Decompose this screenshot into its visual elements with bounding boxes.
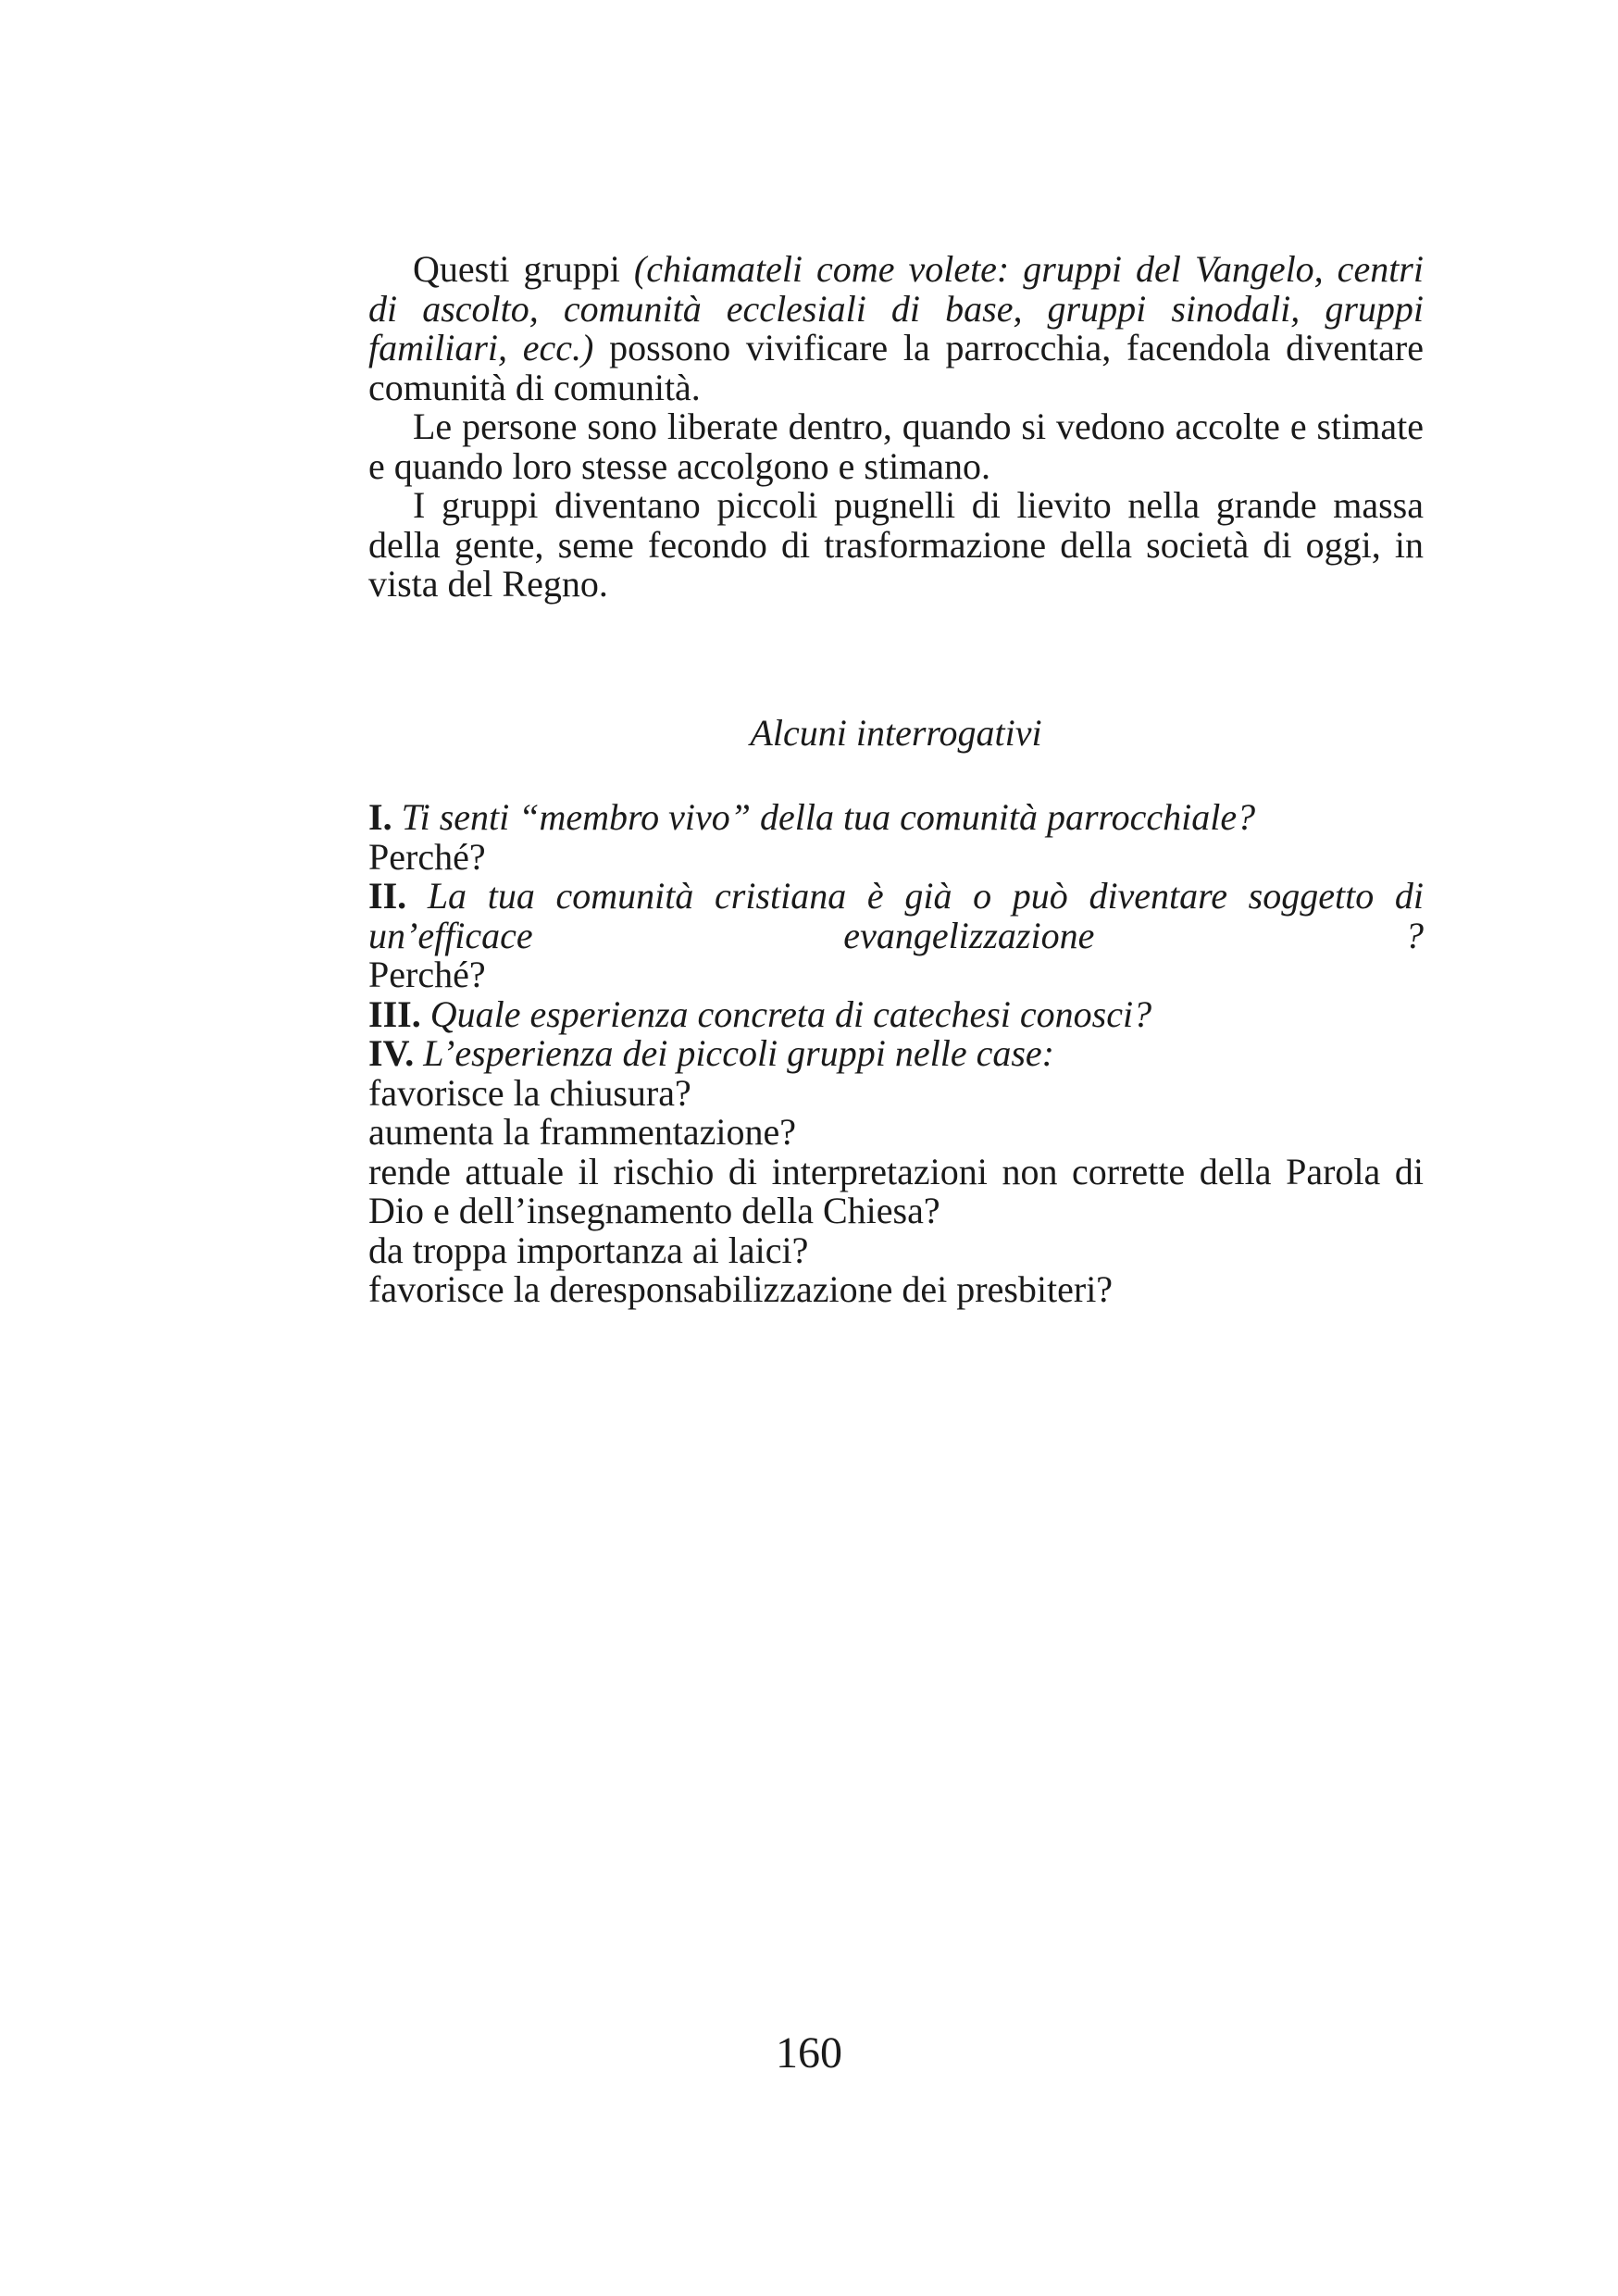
questions-list: [368, 798, 1424, 1310]
question-3-text: Quale esperienza concreta di catechesi conosci?: [429, 992, 1152, 1035]
question-4-item-4: da troppa importanza ai laici?: [368, 1229, 809, 1271]
page-number: 160: [776, 2028, 842, 2078]
paragraph-3: I gruppi diventano piccoli pugnelli di lievito nella grande massa della gente, seme fecondo di trasformazione della società di oggi, in vista del Regno.: [368, 484, 1424, 605]
question-4: [368, 1034, 1424, 1074]
paragraph-1-lead: Questi gruppi: [413, 248, 634, 290]
question-3-number: III.: [368, 992, 421, 1035]
question-4-item-3: rende attuale il rischio di interpretazioni non corrette della Parola di Dio e dell’insegnamento della Chiesa?: [368, 1150, 1424, 1231]
question-1-follow: Perché?: [368, 835, 486, 878]
section-heading: Alcuni interrogativi: [750, 712, 1042, 754]
question-2-follow: Perché?: [368, 954, 486, 995]
question-4-text: L’esperienza dei piccoli gruppi nelle case:: [423, 1032, 1054, 1074]
question-1-number: I.: [368, 796, 392, 838]
paragraph-1-rest: possono vivificare la parrocchia, facendola diventare comunità di comunità.: [368, 327, 1424, 408]
question-1-text: Ti senti “membro vivo” della tua comunità parrocchiale?: [401, 796, 1256, 838]
question-1: [368, 798, 1424, 838]
question-4-item-2: aumenta la frammentazione?: [368, 1111, 796, 1153]
question-2-number: II.: [368, 875, 407, 917]
paragraph-1-italic: (chiamateli come volete: gruppi del Vangelo, centri di ascolto, comunità ecclesiali di base, gruppi sinodali, gruppi familiari, ecc.): [368, 248, 1424, 368]
question-2: [368, 877, 1424, 955]
body-text: [368, 250, 1424, 605]
question-4-number: IV.: [368, 1032, 415, 1074]
question-3: [368, 992, 1424, 1035]
paragraph-1: [368, 250, 1424, 407]
question-4-item-1: favorisce la chiusura?: [368, 1071, 691, 1114]
question-4-item-5: favorisce la deresponsabilizzazione dei presbiteri?: [368, 1268, 1114, 1310]
question-2-text: La tua comunità cristiana è già o può diventare soggetto di un’efficace evangelizzazione ?: [368, 875, 1424, 956]
paragraph-2: Le persone sono liberate dentro, quando si vedono accolte e stimate e quando loro stesse accolgono e stimano.: [368, 406, 1424, 487]
